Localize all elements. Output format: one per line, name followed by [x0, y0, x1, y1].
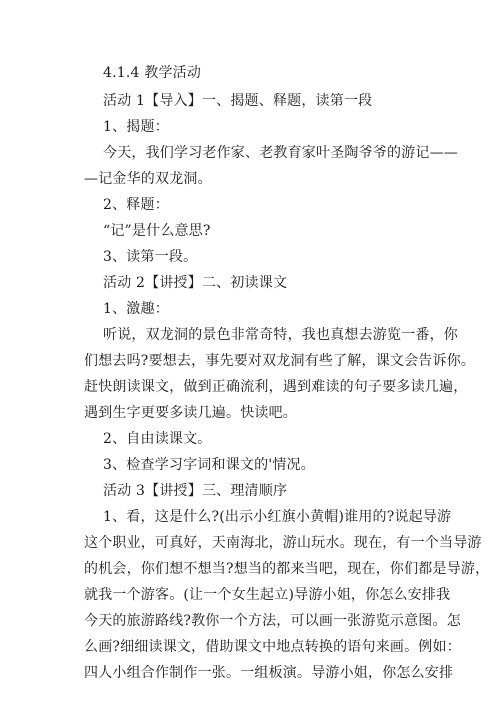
text-line: 2、自由读课文。: [103, 431, 212, 447]
text-line: 3、检查学习字词和课文的'情况。: [103, 457, 315, 473]
text-line: 就我一个游客。(让一个女生起立)导游小姐，你怎么安排我: [84, 587, 451, 603]
text-line: 今天，我们学习老作家、老教育家叶圣陶爷爷的游记——: [103, 145, 458, 161]
activity-1-heading: 活动 1【导入】一、揭题、释题，读第一段: [103, 93, 373, 109]
text-line: 听说，双龙洞的景色非常奇特，我也真想去游览一番，你: [103, 327, 458, 343]
text-line: 1、揭题：: [103, 119, 169, 135]
text-line: “记”是什么意思?: [103, 223, 211, 239]
text-line: 遇到生字更要多读几遍。快读吧。: [84, 405, 297, 421]
text-line: 1、激趣：: [103, 301, 169, 317]
text-line: 3、读第一段。: [103, 249, 198, 265]
text-line: —记金华的双龙洞。: [84, 171, 212, 187]
text-line: 们想去吗?要想去，事先要对双龙洞有些了解，课文会告诉你。: [84, 353, 476, 369]
text-line: 赶快朗读课文，做到正确流利，遇到难读的句子要多读几遍，: [84, 379, 468, 395]
activity-2-heading: 活动 2【讲授】二、初读课文: [103, 275, 288, 291]
text-line: 的机会，你们想不想当?想当的都来当吧，现在，你们都是导游，: [84, 561, 490, 577]
section-heading: 4.1.4 教学活动: [103, 65, 202, 81]
text-line: 2、释题：: [103, 197, 169, 213]
text-line: 1、看，这是什么?(出示小红旗小黄帽)谁用的?说起导游: [103, 509, 452, 525]
text-line: 么画?细细读课文，借助课文中地点转换的语句来画。例如：: [84, 639, 461, 655]
text-line: 今天的旅游路线?教你一个方法，可以画一张游览示意图。怎: [84, 613, 461, 629]
activity-3-heading: 活动 3【讲授】三、理清顺序: [103, 483, 288, 499]
text-line: 四人小组合作制作一张。一组板演。导游小姐，你怎么安排: [84, 665, 454, 681]
text-line: 这个职业，可真好，天南海北，游山玩水。现在，有一个当导游: [84, 535, 482, 551]
